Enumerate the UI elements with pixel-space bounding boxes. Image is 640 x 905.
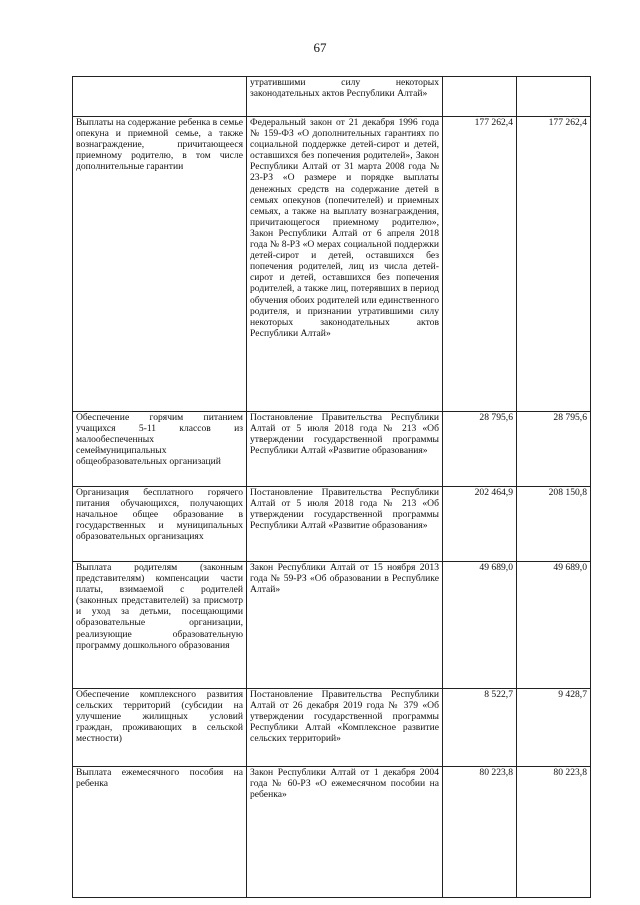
amount-cell-1 — [443, 77, 517, 117]
amount-cell-1: 49 689,0 — [443, 562, 517, 689]
payment-name-cell: Выплата родителям (законным представителям) компенсации части платы, взимаемой с родителей (законных представителей) за присмотр и уход за детьми, посещающими образовательные организации, реализующие образовательную программу дошкольного образования — [73, 562, 247, 689]
legal-basis-cell: Закон Республики Алтай от 1 декабря 2004 года № 60-РЗ «О ежемесячном пособии на ребенка» — [247, 767, 443, 898]
legal-basis-cell: Постановление Правительства Республики Алтай от 5 июля 2018 года № 213 «Об утверждении государственной программы Республики Алтай «Развитие образования» — [247, 412, 443, 487]
amount-cell-1: 177 262,4 — [443, 117, 517, 412]
table-row — [73, 117, 591, 412]
legal-basis-cell: Федеральный закон от 21 декабря 1996 года № 159-ФЗ «О дополнительных гарантиях по социальной поддержке детей-сирот и детей, оставшихся без попечения родителей», Закон Республики Алтай от 31 марта 2008 года № 23-РЗ «О размере и порядке выплаты денежных средств на содержание детей в семьях опекунов (попечителей) и приемных семьях, а также на выплату вознаграждения, причитающегося приемному родителю», Закон Республики Алтай от 6 апреля 2018 года № 8-РЗ «О мерах социальной поддержки детей-сирот и детей, оставшихся без попечения родителей, лиц из числа детей-сирот и детей, оставшихся без попечения родителей, а также лиц, потерявших в период обучения обоих родителей или единственного родителя, и признании утратившими силу некоторых законодательных актов Республики Алтай» — [247, 117, 443, 412]
amount-cell-2 — [517, 77, 591, 117]
amount-cell-2: 177 262,4 — [517, 117, 591, 412]
payment-name-cell: Выплата ежемесячного пособия на ребенка — [73, 767, 247, 898]
payment-name-cell: Выплаты на содержание ребенка в семье опекуна и приемной семье, а также вознаграждение, причитающееся приемному родителю, в том числе дополнительные гарантии — [73, 117, 247, 412]
amount-cell-2: 28 795,6 — [517, 412, 591, 487]
amount-cell-2: 9 428,7 — [517, 689, 591, 767]
table-row — [73, 77, 591, 117]
amount-cell-2: 80 223,8 — [517, 767, 591, 898]
amount-cell-1: 80 223,8 — [443, 767, 517, 898]
payment-name-cell: Обеспечение комплексного развития сельских территорий (субсидии на улучшение жилищных условий граждан, проживающих в сельской местности) — [73, 689, 247, 767]
table-row — [73, 487, 591, 562]
amount-cell-1: 28 795,6 — [443, 412, 517, 487]
amount-cell-2: 208 150,8 — [517, 487, 591, 562]
page-number: 67 — [313, 40, 327, 55]
legal-basis-cell: Закон Республики Алтай от 15 ноября 2013 года № 59-РЗ «Об образовании в Республике Алтай» — [247, 562, 443, 689]
payment-name-cell — [73, 77, 247, 117]
amount-cell-1: 8 522,7 — [443, 689, 517, 767]
legal-basis-cell: Постановление Правительства Республики Алтай от 5 июля 2018 года № 213 «Об утверждении государственной программы Республики Алтай «Развитие образования» — [247, 487, 443, 562]
table-row — [73, 412, 591, 487]
payments-table — [72, 76, 591, 898]
legal-basis-cell: Постановление Правительства Республики Алтай от 26 декабря 2019 года № 379 «Об утверждении государственной программы Республики Алтай «Комплексное развитие сельских территорий» — [247, 689, 443, 767]
payment-name-cell: Организация бесплатного горячего питания обучающихся, получающих начальное общее образование в государственных и муниципальных образовательных организациях — [73, 487, 247, 562]
legal-basis-cell: утратившими силу некоторых законодательных актов Республики Алтай» — [247, 77, 443, 117]
table-row — [73, 689, 591, 767]
amount-cell-2: 49 689,0 — [517, 562, 591, 689]
payment-name-cell: Обеспечение горячим питанием учащихся 5-11 классов из малообеспеченных семеймуниципальных общеобразовательных организаций — [73, 412, 247, 487]
amount-cell-1: 202 464,9 — [443, 487, 517, 562]
table-row — [73, 767, 591, 898]
table-row — [73, 562, 591, 689]
